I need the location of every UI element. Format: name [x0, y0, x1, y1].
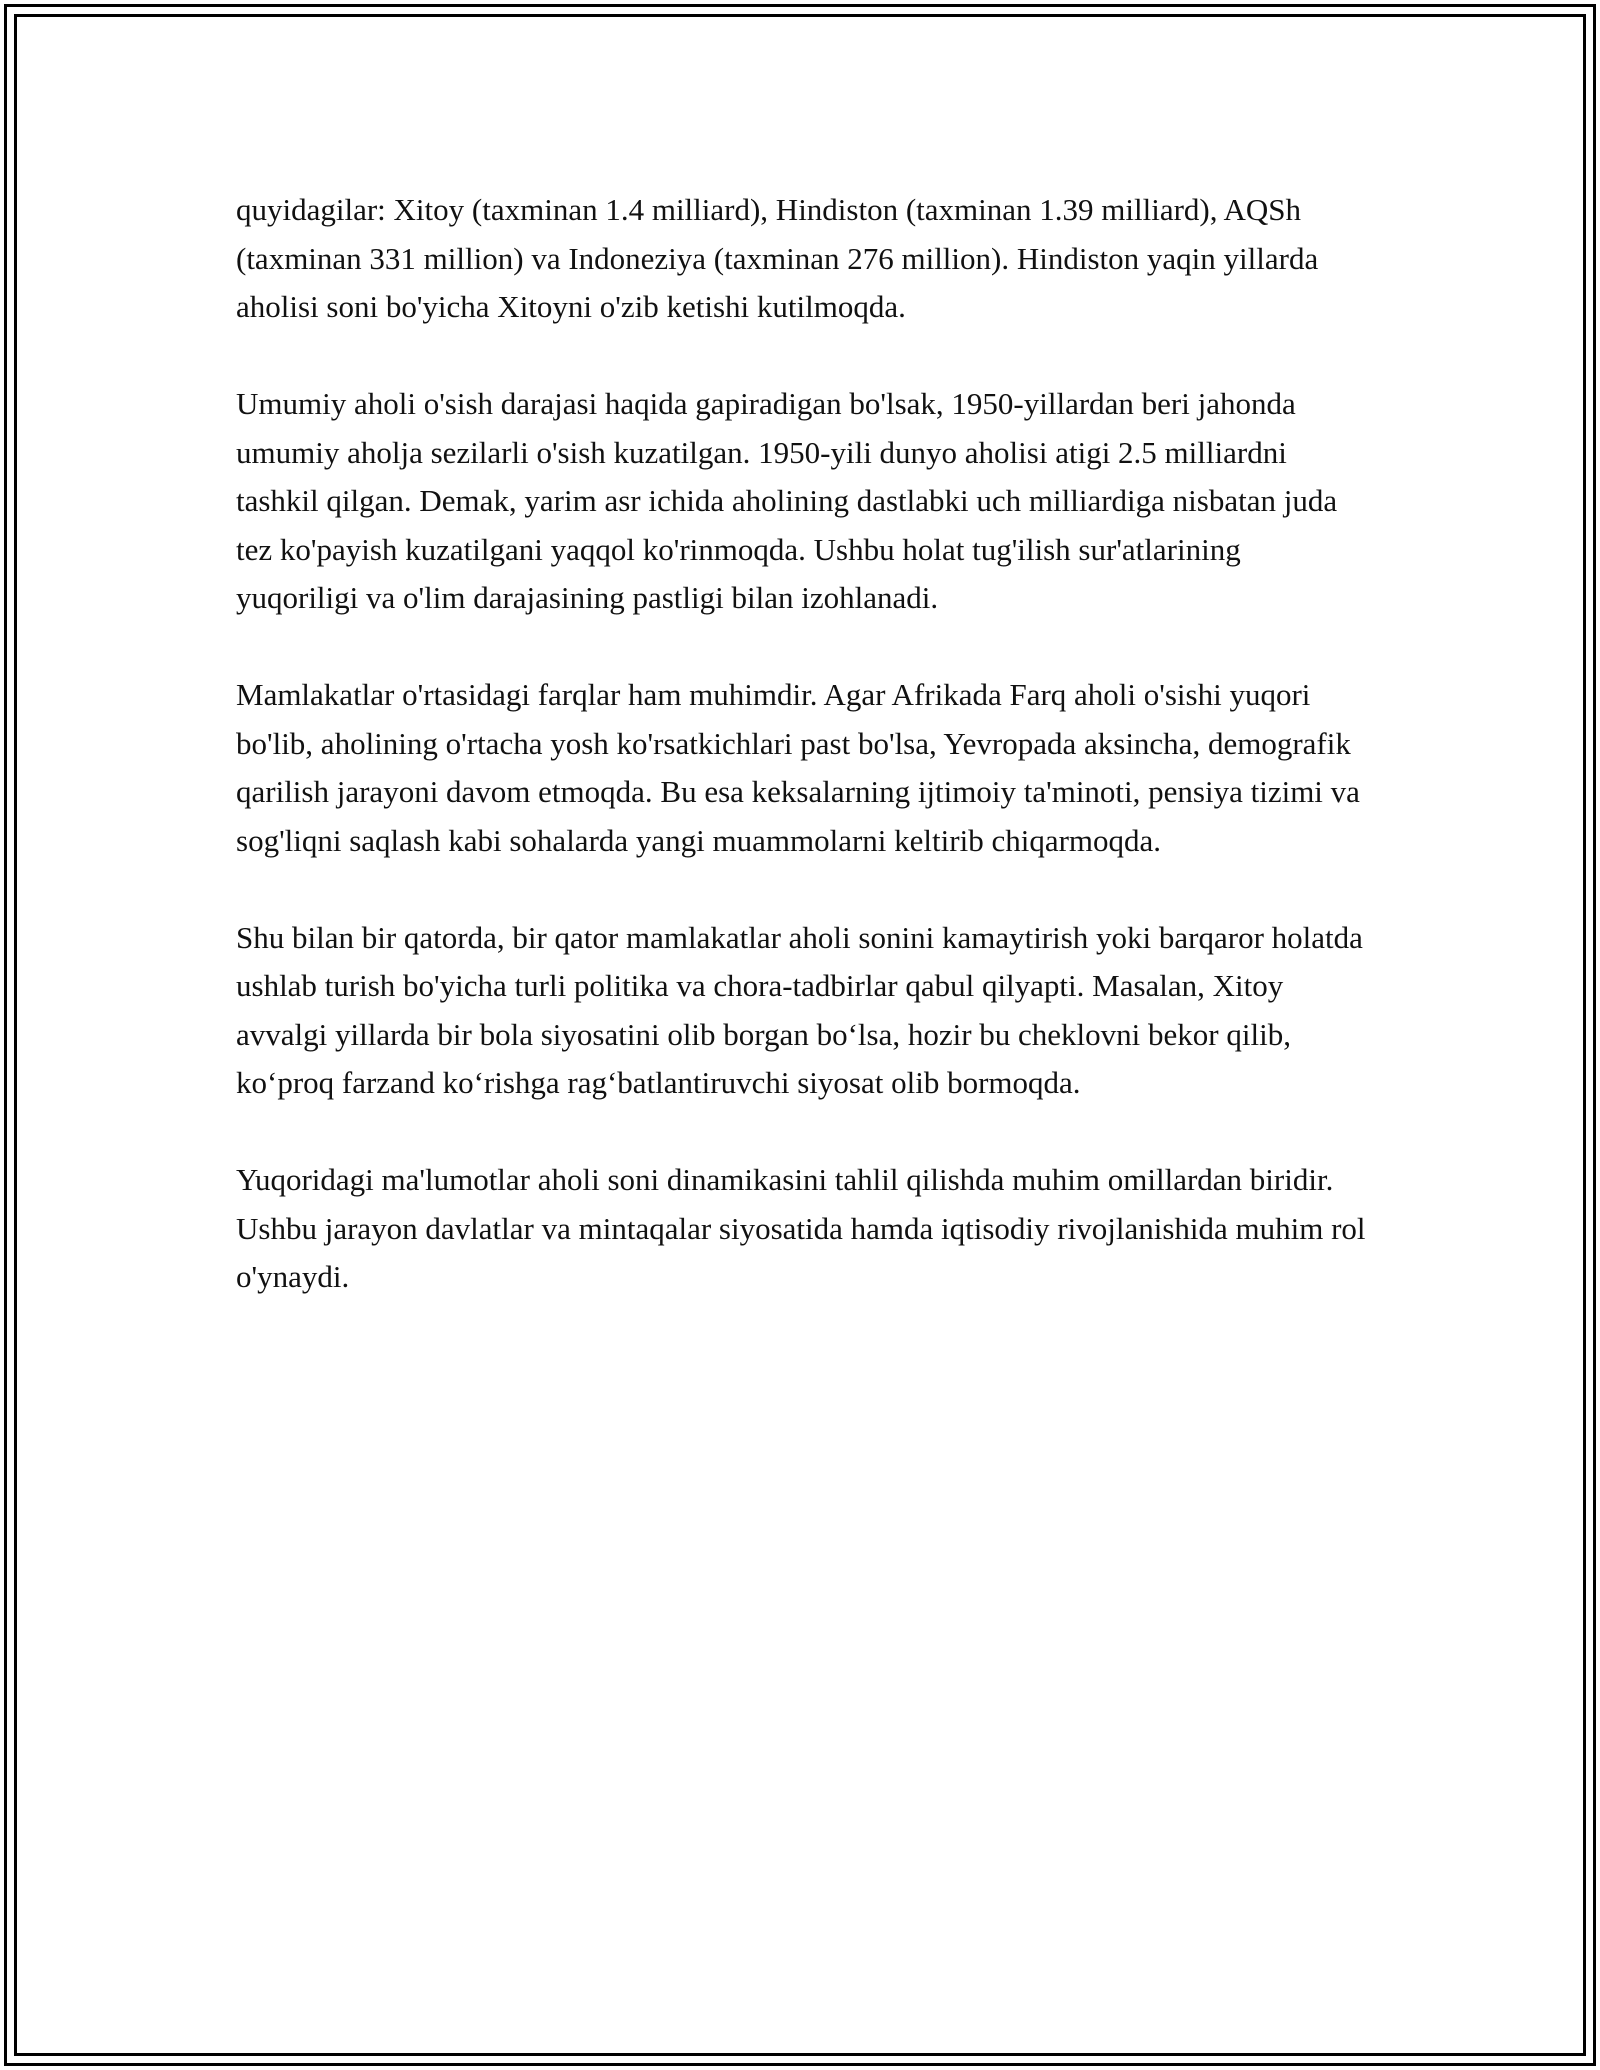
document-body — [236, 186, 1366, 1350]
paragraph-3: Mamlakatlar o'rtasidagi farqlar ham muhimdir. Agar Afrikada Farq aholi o'sishi yuqori bo'lib, aholining o'rtacha yosh ko'rsatkichlari past bo'lsa, Yevropada aksincha, demografik qarilish jarayoni davom etmoqda. Bu esa keksalarning ijtimoiy ta'minoti, pensiya tizimi va sog'liqni saqlash kabi sohalarda yangi muammolarni keltirib chiqarmoqda. — [236, 677, 1360, 858]
paragraph-4: Shu bilan bir qatorda, bir qator mamlakatlar aholi sonini kamaytirish yoki barqaror holatda ushlab turish bo'yicha turli politika va chora-tadbirlar qabul qilyapti. Masalan, Xitoy avvalgi yillarda bir bola siyosatini olib borgan bo‘lsa, hozir bu cheklovni bekor qilib, ko‘proq farzand ko‘rishga rag‘batlantiruvchi siyosat olib bormoqda. — [236, 919, 1363, 1100]
paragraph-1: quyidagilar: Xitoy (taxminan 1.4 milliard), Hindiston (taxminan 1.39 milliard), AQSh (taxminan 331 million) va Indoneziya (taxminan 276 million). Hindiston yaqin yillarda aholisi soni bo'yicha Xitoyni o'zib ketishi kutilmoqda. — [236, 192, 1319, 324]
paragraph-5: Yuqoridagi ma'lumotlar aholi soni dinamikasini tahlil qilishda muhim omillardan biridir. Ushbu jarayon davlatlar va mintaqalar siyosatida hamda iqtisodiy rivojlanishida muhim rol o'ynaydi. — [236, 1162, 1366, 1294]
paragraph-2: Umumiy aholi o'sish darajasi haqida gapiradigan bo'lsak, 1950-yillardan beri jahonda umumiy aholja sezilarli o'sish kuzatilgan. 1950-yili dunyo aholisi atigi 2.5 milliardni tashkil qilgan. Demak, yarim asr ichida aholining dastlabki uch milliardiga nisbatan juda tez ko'payish kuzatilgani yaqqol ko'rinmoqda. Ushbu holat tug'ilish sur'atlarining yuqoriligi va o'lim darajasining pastligi bilan izohlanadi. — [236, 386, 1338, 615]
